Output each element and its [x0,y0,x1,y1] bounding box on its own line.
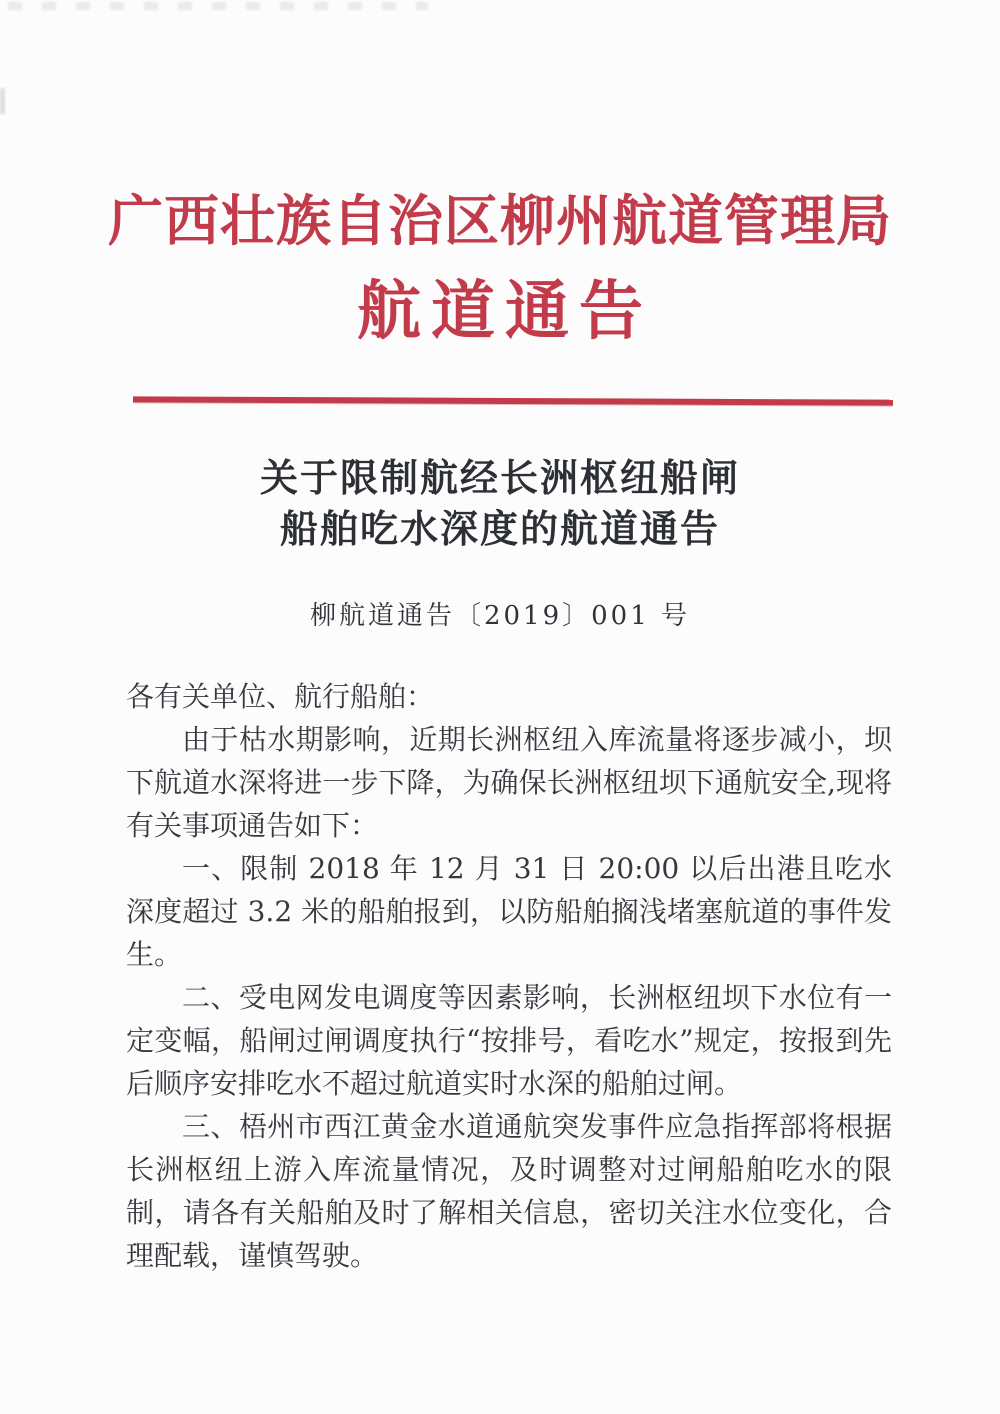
document-type-title: 航道通告 [357,274,653,349]
scan-artifact-top [8,2,428,10]
salutation: 各有关单位、航行船舶： [126,680,435,713]
notice-title [0,452,1000,554]
document-number: 柳航道通告〔2019〕001 号 [309,601,691,631]
body-paragraph-intro: 由于枯水期影响，近期长洲枢纽入库流量将逐步减小，坝下航道水深将进一步下降，为确保长洲枢纽坝下通航安全,现将有关事项通告如下： [126,723,892,842]
letterhead-divider-rule [133,396,893,405]
organization-name: 广西壮族自治区柳州航道管理局 [107,188,892,253]
notice-title-line1: 关于限制航经长洲枢纽船闸 [259,455,740,500]
letterhead [0,0,1000,404]
notice-title-line2: 船舶吃水深度的航道通告 [279,506,720,551]
scan-artifact-side [0,88,5,114]
body-paragraph-item1: 一、限制 2018 年 12 月 31 日 20:00 以后出港且吃水深度超过 3.2 米的船舶报到，以防船舶搁浅堵塞航道的事件发生。 [126,852,892,971]
body-paragraph-item3: 三、梧州市西江黄金水道通航突发事件应急指挥部将根据长洲枢纽上游入库流量情况，及时调整对过闸船舶吃水的限制，请各有关船舶及时了解相关信息，密切关注水位变化，合理配载，谨慎驾驶。 [126,1110,892,1272]
notice-body [0,675,1000,1277]
body-paragraph-item2: 二、受电网发电调度等因素影响，长洲枢纽坝下水位有一定变幅，船闸过闸调度执行“按排号，看吃水”规定，按报到先后顺序安排吃水不超过航道实时水深的船舶过闸。 [126,981,892,1100]
